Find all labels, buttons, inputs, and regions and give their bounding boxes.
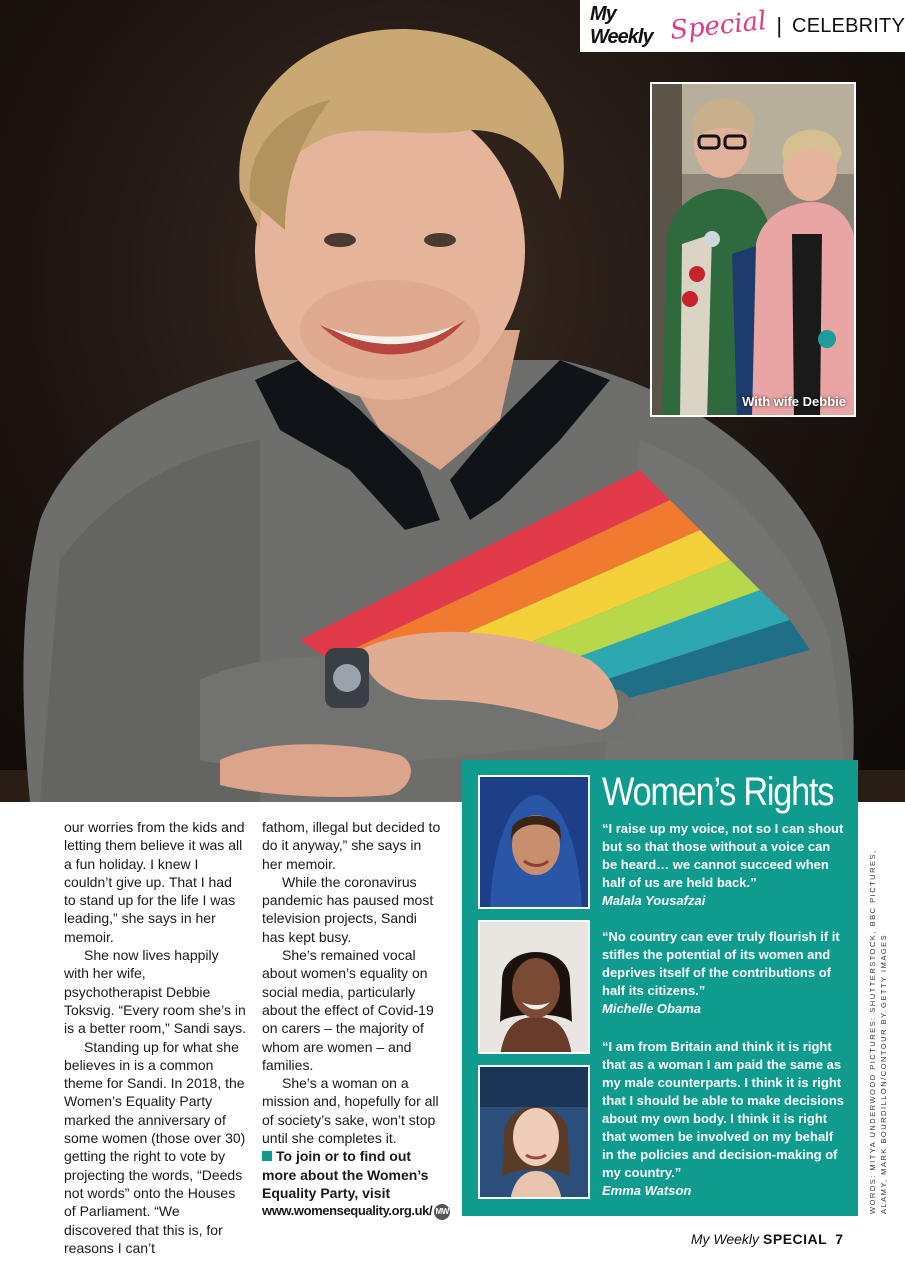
inset-caption: With wife Debbie xyxy=(742,394,846,409)
portrait-emma xyxy=(478,1065,590,1199)
page-footer xyxy=(691,1231,843,1247)
photo-credits: WORDS: MITYA UNDERWOOD PICTURES: SHUTTERSTOCK, BBC PICTURES, ALAMY, MARK BOURDILLON/CONTOUR BY GETTY IMAGES xyxy=(868,849,888,1214)
cta-url-line xyxy=(262,1202,449,1220)
masthead-separator: | xyxy=(776,13,783,38)
panel-title: Women’s Rights xyxy=(602,770,834,814)
quote-text: “No country can ever truly flourish if it stifles the potential of its women and deprives itself of the contributions of half its citizens.” xyxy=(602,929,840,998)
body-paragraph: While the coronavirus pandemic has paused most television projects, Sandi has kept busy. xyxy=(262,873,434,945)
portrait-emma-illustration xyxy=(480,1067,590,1199)
body-paragraph: She now lives happily with her wife, psychotherapist Debbie Toksvig. “Every room she’s in is a better room,” Sandi says. xyxy=(64,947,247,1037)
body-paragraph: our worries from the kids and letting them believe it was all a fun holiday. I knew I couldn’t give up. That I had to stand up for the life I was leading,” she says in her memoir. xyxy=(64,819,245,945)
masthead-special: Special xyxy=(668,6,768,46)
portrait-michelle-illustration xyxy=(480,922,590,1054)
footer-special: SPECIAL xyxy=(763,1231,828,1247)
portrait-michelle xyxy=(478,920,590,1054)
womens-rights-panel xyxy=(462,760,858,1216)
body-paragraph: She’s remained vocal about women’s equality on social media, particularly about the effect of Covid-19 on carers – the majority of whom are women – and families. xyxy=(262,947,434,1073)
inset-photo xyxy=(650,82,856,417)
body-column-2 xyxy=(262,818,449,1221)
masthead-section: CELEBRITY xyxy=(792,14,905,37)
body-column-1 xyxy=(64,818,247,1257)
quote-author: Emma Watson xyxy=(602,1183,692,1198)
quote-michelle xyxy=(602,928,847,1018)
quote-emma xyxy=(602,1038,847,1200)
inset-couple-illustration xyxy=(652,84,856,417)
mw-end-badge-icon: MW xyxy=(434,1204,450,1220)
quote-text: “I am from Britain and think it is right that as a woman I am paid the same as my male counterparts. I think it is right that I should be able to make decisions about my own body. I think it is right that women be involved on my behalf in the policies and decision-making of my country.” xyxy=(602,1039,844,1180)
masthead xyxy=(580,0,905,52)
quote-malala xyxy=(602,820,847,910)
quote-author: Malala Yousafzai xyxy=(602,893,706,908)
portrait-malala xyxy=(478,775,590,909)
cta-url[interactable]: www.womensequality.org.uk/ xyxy=(262,1203,433,1219)
call-to-action xyxy=(262,1147,442,1202)
cta-text: To join or to find out more about the Women’s Equality Party, visit xyxy=(262,1148,429,1201)
body-paragraph: She’s a woman on a mission and, hopefully for all of society’s sake, won’t stop until she completes it. xyxy=(262,1075,439,1147)
masthead-brand: My Weekly xyxy=(590,3,653,48)
quote-text: “I raise up my voice, not so I can shout but so that those without a voice can be heard… we cannot succeed when half of us are held back.” xyxy=(602,821,844,890)
portrait-malala-illustration xyxy=(480,777,590,909)
page-number: 7 xyxy=(835,1231,843,1247)
body-paragraph: fathom, illegal but decided to do it anyway,” she says in her memoir. xyxy=(262,819,441,872)
footer-brand: My Weekly xyxy=(690,1231,760,1247)
bullet-square-icon xyxy=(262,1151,272,1161)
quote-author: Michelle Obama xyxy=(602,1001,701,1016)
body-paragraph: Standing up for what she believes in is a common theme for Sandi. In 2018, the Women’s Equality Party marked the anniversary of some women (those over 30) getting the right to vote by projecting the words, “Deeds not words” onto the Houses of Parliament. “We discovered that this is, for reasons I can’t xyxy=(64,1038,246,1256)
